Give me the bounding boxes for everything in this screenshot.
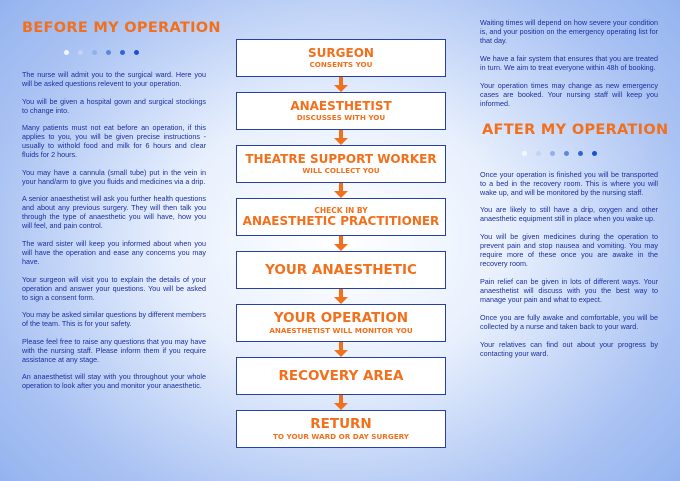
paragraph: Your relatives can find out about your progress by contacting your ward. (480, 339, 658, 358)
dot-icon (92, 50, 97, 55)
decorative-dots (522, 150, 658, 158)
decorative-dots (64, 48, 206, 56)
step-surgeon (236, 39, 446, 77)
dot-icon (120, 50, 125, 55)
arrow-down-icon (236, 236, 446, 251)
paragraph: Your surgeon will visit you to explain the details of your operation and answer your questions. You will be asked to sign a consent form. (22, 274, 206, 302)
paragraph: An anaesthetist will stay with you throughout your whole operation to look after you and monitor your anaesthetic. (22, 372, 206, 391)
paragraph: Please feel free to raise any questions that you may have with the nursing staff. Please inform them if you require assistance at any stage. (22, 336, 206, 364)
dot-icon (536, 151, 541, 156)
step-title: ANAESTHETIC PRACTITIONER (242, 214, 440, 228)
dot-icon (522, 151, 527, 156)
paragraph: Many patients must not eat before an operation, if this applies to you, you will be given precise instructions - usually to withold food and milk for 6 hours and clear fluids for 2 hours. (22, 123, 206, 160)
step-theatre-support-worker (236, 145, 446, 183)
paragraph: The nurse will admit you to the surgical ward. Here you will be asked questions relevent to your operation. (22, 70, 206, 88)
step-recovery-area (236, 357, 446, 395)
step-subtitle: DISCUSSES WITH YOU (296, 113, 386, 122)
paragraph: You may have a cannula (small tube) put in the vein in your hand/arm to give you fluids and medicines via a drip. (22, 167, 206, 186)
step-title: SURGEON (308, 46, 374, 60)
after-operation-heading: AFTER MY OPERATION (482, 121, 669, 138)
after-operation-column (480, 18, 669, 366)
paragraph: Waiting times will depend on how severe your condition is, and your position on the emergency operating list for that day. (480, 18, 658, 45)
paragraph: Your operation times may change as new emergency cases are booked. Your nursing staff will keep you informed. (480, 80, 658, 108)
paragraph: You will be given medicines during the operation to prevent pain and stop nausea and vomiting. You may require more of these once you are awake in the recovery room. (480, 232, 658, 269)
arrow-down-icon (236, 130, 446, 145)
step-title: YOUR OPERATION (273, 310, 409, 326)
step-subtitle: CONSENTS YOU (309, 60, 373, 69)
paragraph: The ward sister will keep you informed about when you will have the operation and ease any concerns you may have. (22, 238, 206, 266)
dot-icon (578, 151, 583, 156)
arrow-down-icon (236, 342, 446, 357)
dot-icon (106, 50, 111, 55)
step-title: ANAESTHETIST (290, 99, 392, 113)
step-title: RETURN (310, 416, 372, 432)
operation-steps-flow (236, 39, 446, 448)
step-title: RECOVERY AREA (278, 367, 404, 384)
paragraph: You will be given a hospital gown and surgical stockings to change into. (22, 96, 206, 115)
paragraph: Once you are fully awake and comfortable, you will be collected by a nurse and taken back to your ward. (480, 312, 658, 331)
before-operation-text (22, 70, 206, 390)
step-your-operation (236, 304, 446, 342)
step-subtitle: TO YOUR WARD OR DAY SURGERY (272, 432, 409, 441)
paragraph: Once your operation is finished you will be transported to a bed in the recovery room. This is where you will wake up, and will be monitored by the nursing staff. (480, 169, 658, 197)
step-return (236, 410, 446, 448)
dot-icon (134, 50, 139, 55)
paragraph: Pain relief can be given in lots of different ways. Your anaesthetist will discuss with you the best way to manage your pain and what to expect. (480, 276, 658, 304)
dot-icon (592, 151, 597, 156)
paragraph: We have a fair system that ensures that you are treated in turn. We aim to treat everyone within 48h of booking. (480, 53, 658, 72)
paragraph: You are likely to still have a drip, oxygen and other anaesthetic equipment still in place when you wake up. (480, 205, 658, 224)
step-anaesthetist (236, 92, 446, 130)
dot-icon (78, 50, 83, 55)
dot-icon (564, 151, 569, 156)
before-operation-column (22, 20, 221, 399)
paragraph: You may be asked similar questions by different members of the team. This is for your safety. (22, 310, 206, 329)
paragraph: A senior anaesthetist will ask you further health questions and about any previous surgery. They will then talk you through the type of anaesthetic you will have, how you will feel, and pain control. (22, 194, 206, 231)
step-subtitle: ANAESTHETIST WILL MONITOR YOU (269, 326, 413, 335)
arrow-down-icon (236, 289, 446, 304)
arrow-down-icon (236, 395, 446, 410)
step-subtitle: WILL COLLECT YOU (302, 166, 380, 175)
step-anaesthetic-practitioner (236, 198, 446, 236)
arrow-down-icon (236, 183, 446, 198)
step-pretitle: CHECK IN BY (314, 206, 368, 215)
before-operation-heading: BEFORE MY OPERATION (22, 20, 221, 36)
dot-icon (64, 50, 69, 55)
step-your-anaesthetic (236, 251, 446, 289)
step-title: YOUR ANAESTHETIC (265, 261, 417, 278)
step-title: THEATRE SUPPORT WORKER (245, 152, 437, 166)
dot-icon (550, 151, 555, 156)
arrow-down-icon (236, 77, 446, 92)
